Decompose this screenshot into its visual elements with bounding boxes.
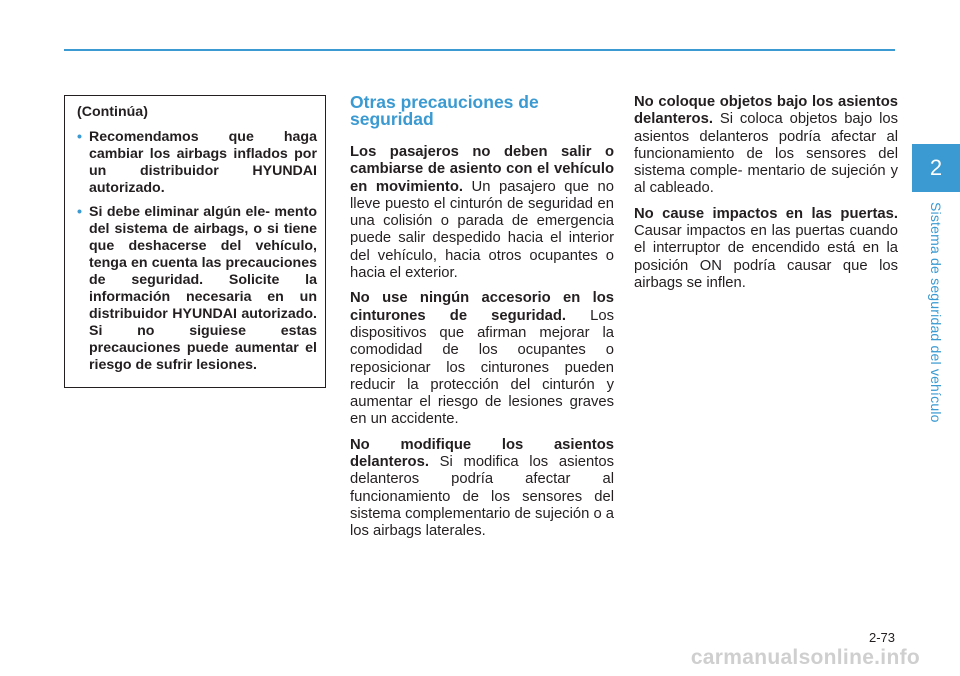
paragraph-body: Un pasajero que no lleve puesto el cinturón de seguridad en una colisión o parada de emergencia puede salir despedido hacia el interior del vehículo, hacia otros ocupantes o hacia el exterior. <box>350 178 614 282</box>
bullet-icon: • <box>77 204 82 220</box>
paragraph <box>350 290 614 428</box>
caution-item-text: Recomendamos que haga cambiar los airbags inflados por un distribuidor HYUNDAI autorizado. <box>89 129 317 196</box>
paragraph-body: Causar impactos en las puertas cuando el interruptor de encendido está en la posición ON podría causar que los airbags se inflen. <box>634 223 898 291</box>
header-rule <box>64 49 895 51</box>
paragraph-lead: No cause impactos en las puertas. <box>634 205 898 222</box>
paragraph-lead: No modifique los asientos delanteros. <box>350 436 614 471</box>
caution-box <box>64 95 326 388</box>
paragraph-body: Si modifica los asientos delanteros podría afectar al funcionamiento de los sensores del sistema complementario de sujeción o a los airbags laterales. <box>350 454 615 540</box>
caution-item-text: Si debe eliminar algún ele- mento del sistema de airbags, o si tiene que deshacerse del vehículo, tenga en cuenta las precauciones de seguridad. Solicite la información necesaria en un distribuidor HYUNDAI autorizado. Si no siguiese estas precauciones puede aumentar el riesgo de sufrir lesiones. <box>89 204 317 373</box>
page-number: 2-73 <box>868 630 895 645</box>
paragraph-lead: No use ningún accesorio en los cinturones de seguridad. <box>350 290 614 324</box>
section-title: Otras precauciones de seguridad <box>350 92 539 129</box>
chapter-side-title <box>920 200 952 425</box>
middle-column <box>350 94 614 549</box>
paragraph <box>350 437 614 541</box>
caution-item <box>77 204 317 374</box>
continued-label: (Continúa) <box>77 104 148 120</box>
bullet-icon: • <box>77 129 82 145</box>
chapter-tab: 2 <box>912 144 960 192</box>
paragraph <box>634 206 898 292</box>
paragraph-lead: Los pasajeros no deben salir o cambiarse de asiento con el vehículo en movimiento. <box>350 144 614 195</box>
caution-item <box>77 129 317 197</box>
paragraph-lead: No coloque objetos bajo los asientos delanteros. <box>634 94 898 128</box>
paragraph <box>350 144 614 282</box>
chapter-side-title-text: Sistema de seguridad del vehículo <box>928 202 944 423</box>
paragraph-body: Si coloca objetos bajo los asientos delanteros podría afectar al funcionamiento de los sensores del sistema comple- mentario de sujeción y al cableado. <box>634 111 898 197</box>
watermark: carmanualsonline.info <box>690 646 920 669</box>
paragraph <box>634 94 898 198</box>
caution-list <box>77 129 317 374</box>
right-column <box>634 94 898 300</box>
paragraph-body: Los dispositivos que afirman mejorar la comodidad de los ocupantes o reposicionar los cinturones pueden reducir la protección del cinturón y aumentar el riesgo de lesiones graves en un accidente. <box>350 307 615 428</box>
